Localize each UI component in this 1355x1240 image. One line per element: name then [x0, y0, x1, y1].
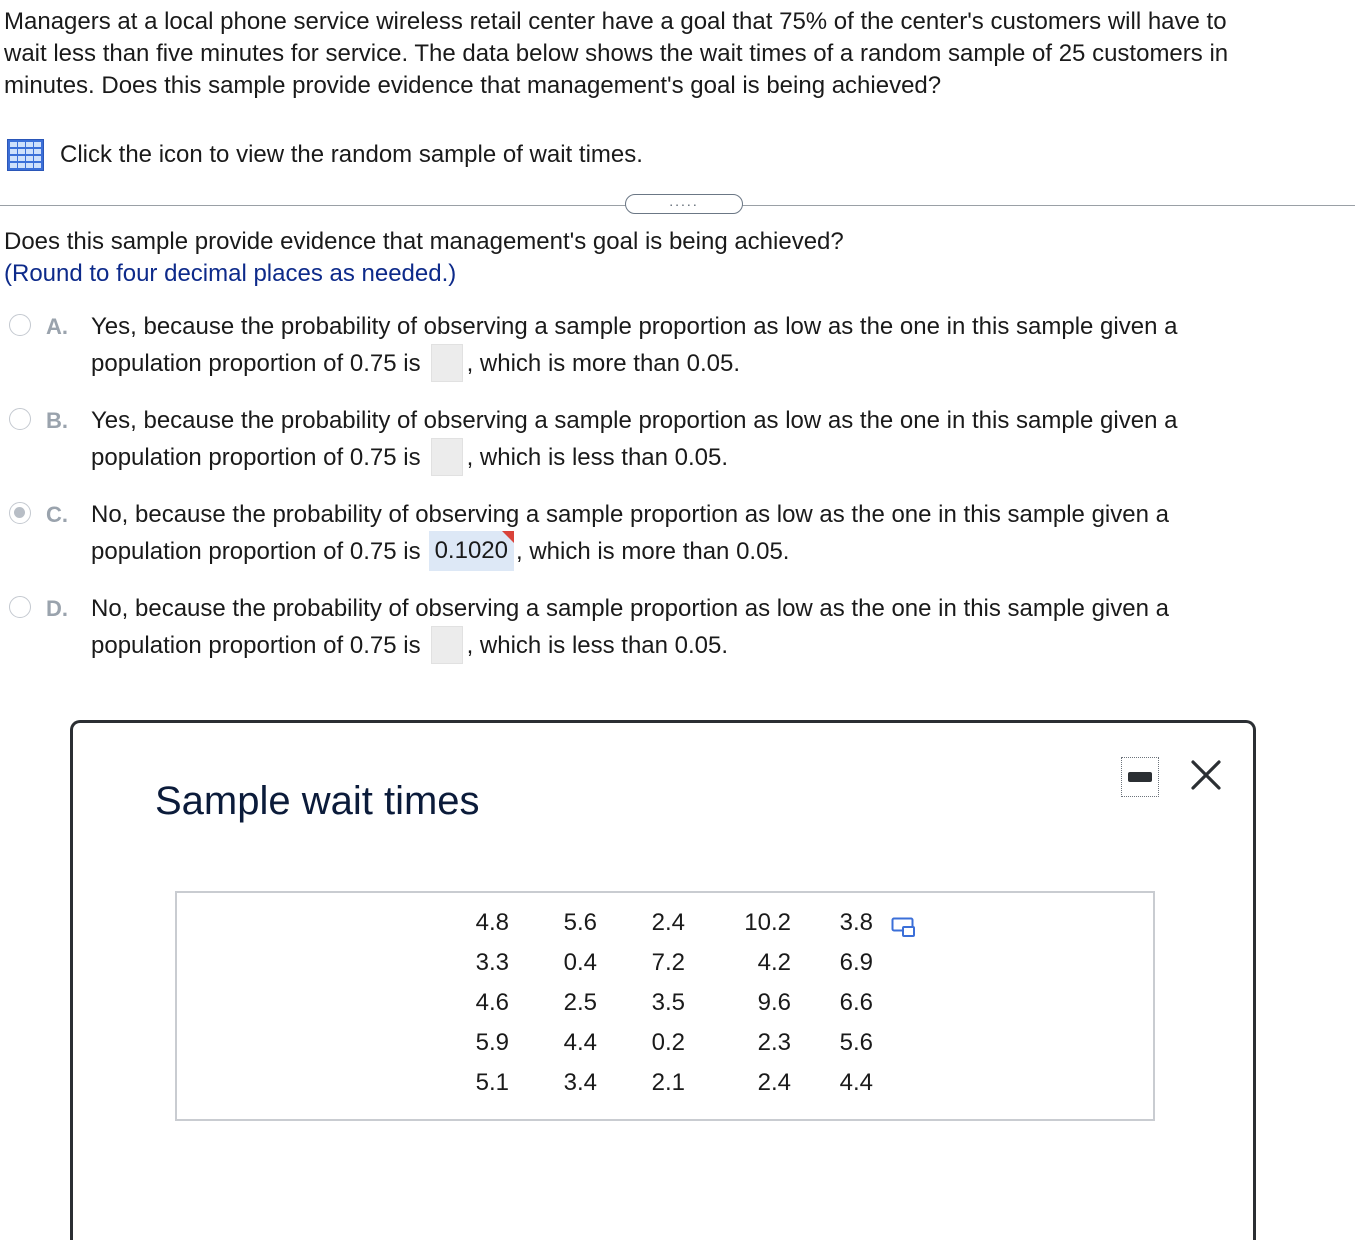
option-d-radio[interactable]: [9, 596, 31, 618]
expand-toggle-button[interactable]: [625, 194, 743, 214]
option-d-text: [91, 593, 1169, 665]
option-b-line1: Yes, because the probability of observing a sample proportion as low as the one in this sample given a: [91, 407, 1178, 434]
table-cell: 2.1: [651, 1069, 685, 1096]
table-grid-icon[interactable]: [7, 139, 44, 171]
option-c-text: [91, 499, 1169, 571]
problem-line-1: Managers at a local phone service wireless retail center have a goal that 75% of the center's customers will have to: [4, 8, 1227, 35]
table-cell: 2.4: [651, 909, 685, 936]
table-cell: 10.2: [744, 909, 791, 936]
option-a-radio[interactable]: [9, 314, 31, 336]
option-b-suffix: , which is less than 0.05.: [466, 444, 729, 471]
rounding-hint: (Round to four decimal places as needed.): [4, 260, 457, 287]
option-d-suffix: , which is less than 0.05.: [466, 632, 729, 659]
option-c-prefix: population proportion of 0.75 is: [91, 538, 421, 565]
table-cell: 0.2: [651, 1029, 685, 1056]
table-row: [461, 1063, 873, 1103]
sample-wait-times-dialog: [70, 720, 1256, 1240]
table-cell: 4.4: [563, 1029, 597, 1056]
view-sample-label[interactable]: Click the icon to view the random sample of wait times.: [60, 141, 643, 168]
dialog-title: Sample wait times: [155, 779, 480, 823]
table-row: [461, 943, 873, 983]
option-a-letter: A.: [46, 314, 68, 339]
table-row: [461, 1023, 873, 1063]
minimize-icon[interactable]: [1121, 757, 1159, 797]
table-cell: 6.6: [839, 989, 873, 1016]
option-b-text: [91, 405, 1177, 477]
table-cell: 5.6: [839, 1029, 873, 1056]
option-b-prefix: population proportion of 0.75 is: [91, 444, 421, 471]
table-cell: 2.5: [563, 989, 597, 1016]
table-cell: 4.2: [757, 949, 791, 976]
table-row: [461, 903, 873, 943]
option-a-text: [91, 311, 1177, 383]
option-a-answer-input[interactable]: [431, 344, 463, 382]
option-d-prefix: population proportion of 0.75 is: [91, 632, 421, 659]
copy-to-clipboard-icon[interactable]: [891, 917, 917, 939]
option-c-suffix: , which is more than 0.05.: [515, 538, 790, 565]
table-cell: 3.8: [839, 909, 873, 936]
option-a-prefix: population proportion of 0.75 is: [91, 350, 421, 377]
option-d-answer-input[interactable]: [431, 626, 463, 664]
option-c-line1: No, because the probability of observing a sample proportion as low as the one in this sample given a: [91, 501, 1169, 528]
close-icon[interactable]: [1189, 758, 1223, 792]
table-cell: 6.9: [839, 949, 873, 976]
option-c-answer-value: 0.1020: [434, 536, 508, 564]
option-b-answer-input[interactable]: [431, 438, 463, 476]
table-cell: 5.6: [563, 909, 597, 936]
option-b-radio[interactable]: [9, 408, 31, 430]
question-text: Does this sample provide evidence that management's goal is being achieved?: [4, 228, 844, 255]
table-cell: 2.4: [757, 1069, 791, 1096]
option-d-letter: D.: [46, 596, 68, 621]
table-cell: 0.4: [563, 949, 597, 976]
option-d-line1: No, because the probability of observing a sample proportion as low as the one in this sample given a: [91, 595, 1169, 622]
problem-line-2: wait less than five minutes for service. The data below shows the wait times of a random sample of 25 customers in: [4, 40, 1229, 67]
review-flag-icon: [502, 531, 514, 543]
table-cell: 4.4: [839, 1069, 873, 1096]
wait-times-table: [461, 903, 873, 1103]
table-cell: 7.2: [651, 949, 685, 976]
problem-statement: [4, 6, 1349, 102]
option-c-answer-input[interactable]: [429, 531, 514, 571]
expand-dots: .....: [669, 193, 699, 209]
problem-line-3: minutes. Does this sample provide evidence that management's goal is being achieved?: [4, 72, 942, 99]
table-cell: 5.1: [475, 1069, 509, 1096]
table-cell: 9.6: [757, 989, 791, 1016]
option-c-radio[interactable]: [9, 502, 31, 524]
option-a-line1: Yes, because the probability of observing a sample proportion as low as the one in this sample given a: [91, 313, 1178, 340]
table-cell: 4.6: [475, 989, 509, 1016]
table-cell: 3.5: [651, 989, 685, 1016]
table-cell: 5.9: [475, 1029, 509, 1056]
option-a-suffix: , which is more than 0.05.: [466, 350, 741, 377]
option-b-letter: B.: [46, 408, 68, 433]
view-sample-link[interactable]: [7, 139, 643, 171]
table-cell: 3.3: [475, 949, 509, 976]
table-cell: 2.3: [757, 1029, 791, 1056]
data-frame: [175, 891, 1155, 1121]
option-c-letter: C.: [46, 502, 68, 527]
table-cell: 4.8: [475, 909, 509, 936]
table-cell: 3.4: [563, 1069, 597, 1096]
table-row: [461, 983, 873, 1023]
